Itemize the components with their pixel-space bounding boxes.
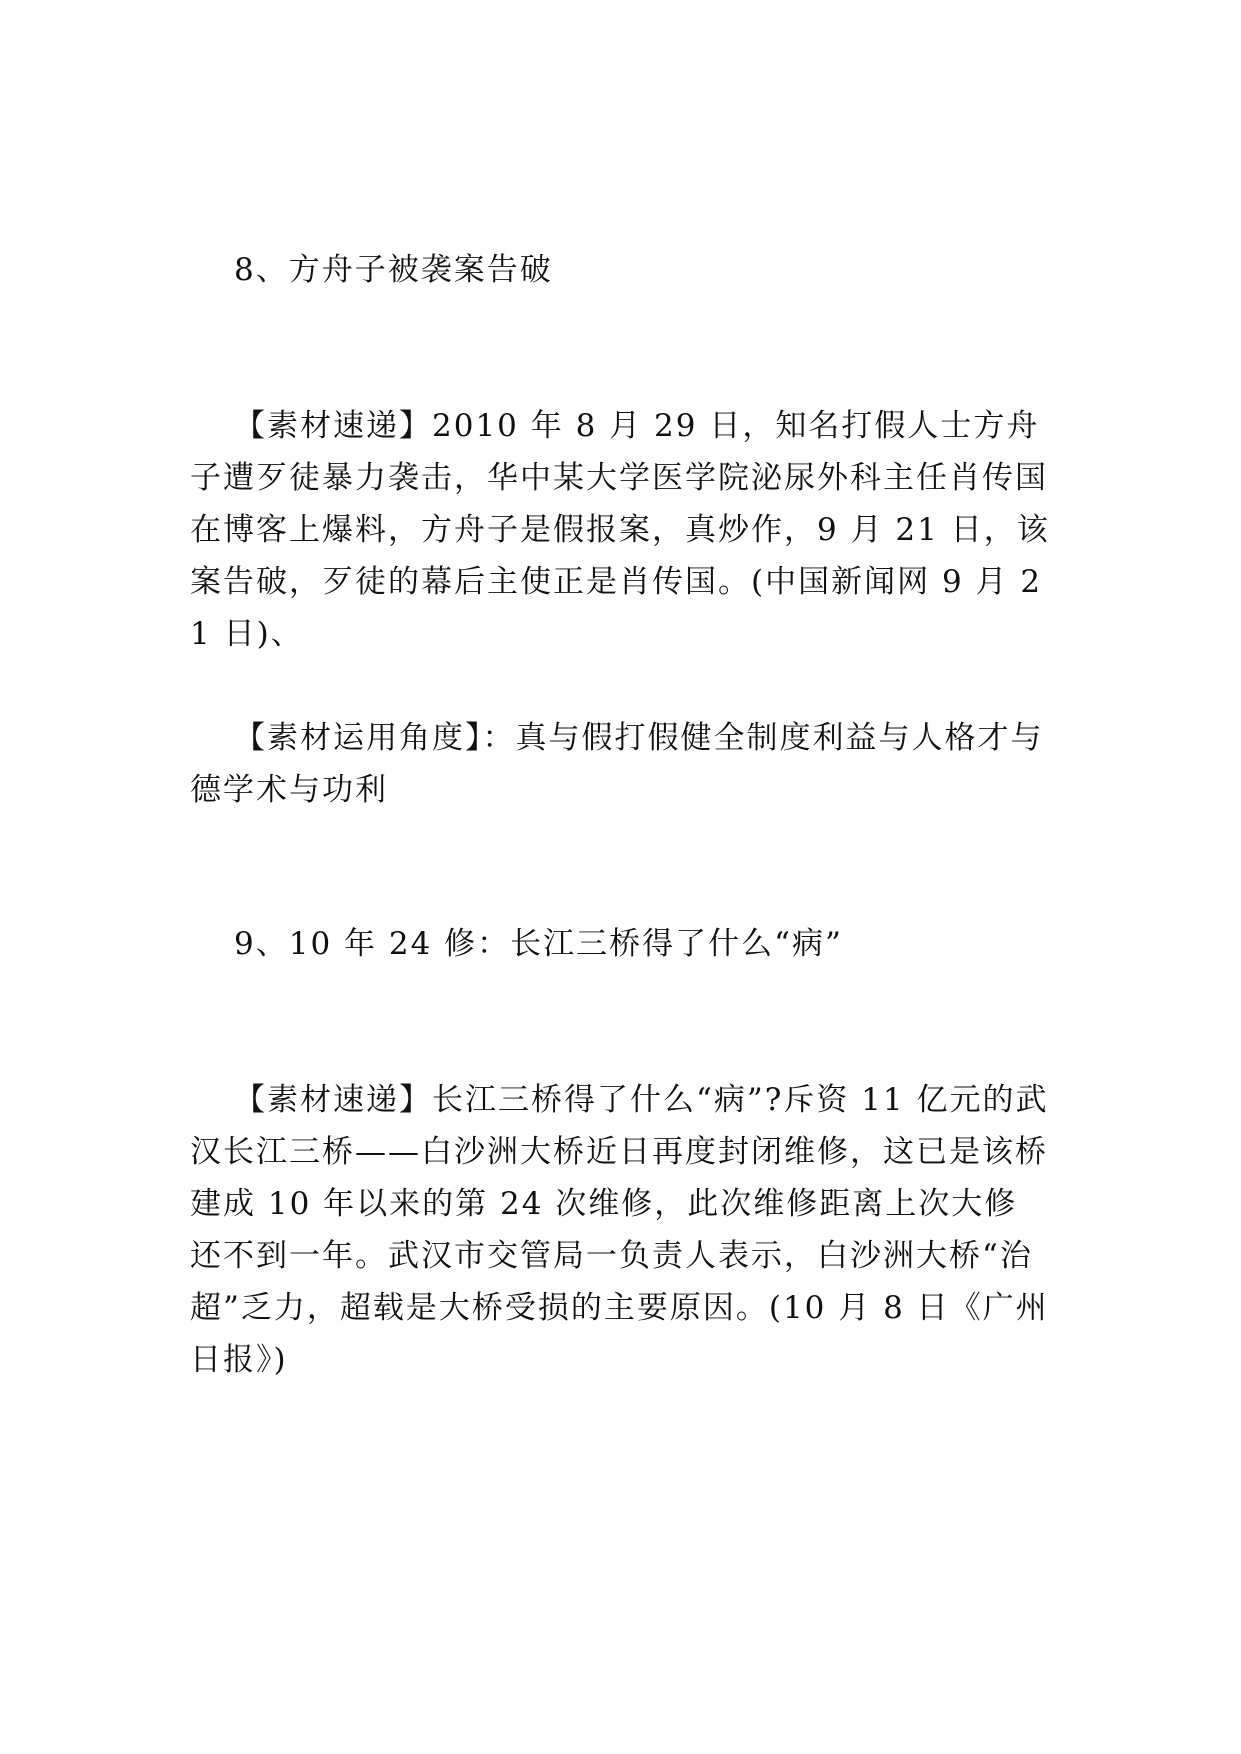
- usage-text-8: ：真与假打假健全制度利益与人格才与德学术与功利: [190, 720, 1044, 808]
- material-label-9: 【素材速递】: [234, 1082, 432, 1118]
- usage-paragraph-8: [190, 712, 1050, 816]
- material-paragraph-8: [190, 400, 1050, 660]
- material-label-8: 【素材速递】: [234, 408, 432, 444]
- material-text-9: 长江三桥得了什么“病”?斥资 11 亿元的武汉长江三桥——白沙洲大桥近日再度封闭维修，这已是该桥建成 10 年以来的第 24 次维修，此次维修距离上次大修还不到一年。武汉市交管局一负责人表示，白沙洲大桥“治超”乏力，超载是大桥受损的主要原因。(10 月 8 日《广州日报》): [190, 1082, 1049, 1378]
- material-paragraph-9: [190, 1074, 1050, 1386]
- section-heading-9: 9、10 年 24 修：长江三桥得了什么“病”: [234, 926, 843, 962]
- usage-label-8: 【素材运用角度】: [234, 720, 483, 756]
- material-text-8: 2010 年 8 月 29 日，知名打假人士方舟子遭歹徒暴力袭击，华中某大学医学院泌尿外科主任肖传国在博客上爆料，方舟子是假报案，真炒作，9 月 21 日，该案告破，歹徒的幕后主使正是肖传国。(中国新闻网 9 月 21 日)、: [190, 408, 1050, 652]
- section-heading-8: 8、方舟子被袭案告破: [234, 252, 553, 288]
